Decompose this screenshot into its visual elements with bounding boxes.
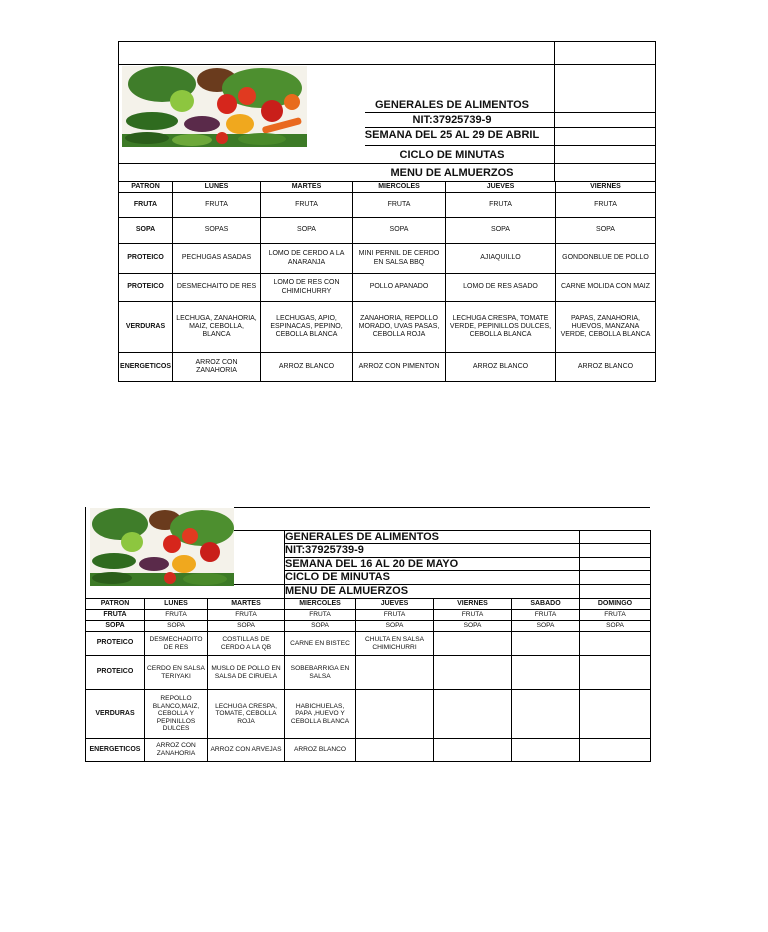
menu2-cell: HABICHUELAS, PAPA ,HUEVO Y CEBOLLA BLANCA	[290, 702, 350, 725]
menu2-cell: LECHUGA CRESPA, TOMATE, CEBOLLA ROJA	[215, 702, 277, 725]
menu2-cell: FRUTA	[534, 611, 557, 619]
menu2-cell	[356, 656, 433, 689]
nit: NIT:37925739-9	[412, 114, 492, 126]
vegetables-basket-image	[122, 66, 307, 147]
company-name: GENERALES DE ALIMENTOS	[374, 99, 530, 111]
menu1-cell: ARROZ BLANCO	[278, 362, 335, 370]
menu1-cell: ARROZ CON PIMENTON	[358, 362, 440, 370]
menu1-row-label: FRUTA	[133, 200, 158, 208]
menu2-cell: ARROZ CON ZANAHORIA	[156, 742, 196, 757]
menu2-cell	[356, 690, 433, 738]
cycle-title-2: CICLO DE MINUTAS	[285, 571, 390, 583]
menu2-cell	[434, 632, 511, 655]
menu1-cell: MINI PERNIL DE CERDO EN SALSA BBQ	[358, 250, 440, 266]
menu2-cell	[356, 739, 433, 761]
menu1-cell: GONDONBLUE DE POLLO	[562, 254, 649, 262]
menu1-header-4: JUEVES	[486, 182, 515, 190]
menu2-header-3: MIERCOLES	[299, 599, 341, 607]
menu2-row-label: FRUTA	[103, 610, 127, 618]
menu2-cell: FRUTA	[235, 611, 257, 619]
menu2-cell	[512, 739, 579, 761]
menu2-cell: SOPA	[463, 622, 482, 630]
company-name-2: GENERALES DE ALIMENTOS	[285, 531, 440, 543]
menu1-cell: ARROZ BLANCO	[472, 362, 529, 370]
menu1-row-label: ENERGETICOS	[120, 362, 171, 370]
menu2-row-label: SOPA	[105, 621, 125, 629]
menu2-cell	[434, 656, 511, 689]
menu2-header-2: MARTES	[231, 599, 261, 607]
menu2-cell: MUSLO DE POLLO EN SALSA DE CIRUELA	[211, 664, 281, 680]
menu1-header-2: MARTES	[291, 182, 322, 190]
menu1-cell: SOPA	[389, 226, 409, 234]
menu1-cell: PAPAS, ZANAHORIA, HUEVOS, MANZANA VERDE, CEBOLLA BLANCA	[560, 314, 651, 339]
menu2-cell: FRUTA	[383, 611, 406, 619]
menu1-header-3: MIERCOLES	[378, 182, 420, 190]
menu1-cell: ZANAHORIA, REPOLLO MORADO, UVAS PASAS, CEBOLLA ROJA	[358, 314, 440, 339]
menu2-cell: FRUTA	[604, 611, 626, 619]
menu2-cell: SOPA	[311, 622, 329, 630]
menu1-cell: SOPAS	[204, 226, 229, 234]
menu1-header-1: LUNES	[204, 182, 229, 190]
menu-title: MENU DE ALMUERZOS	[390, 167, 514, 179]
cycle-title: CICLO DE MINUTAS	[399, 149, 505, 161]
week-range-2: SEMANA DEL 16 AL 20 DE MAYO	[285, 558, 459, 570]
menu1-row-label: SOPA	[135, 226, 156, 234]
menu1-header-5: VIERNES	[590, 182, 621, 190]
menu2-cell	[580, 656, 650, 689]
menu2-cell: FRUTA	[165, 611, 187, 619]
menu2-cell	[434, 690, 511, 738]
menu2-header-5: VIERNES	[457, 599, 488, 607]
menu2-header-4: JUEVES	[380, 599, 409, 607]
menu2-cell: SOPA	[385, 622, 404, 630]
menu1-cell: FRUTA	[295, 200, 318, 208]
menu2-cell: FRUTA	[309, 611, 331, 619]
menu1-cell: AJIAQUILLO	[480, 254, 521, 262]
menu1-cell: FRUTA	[489, 200, 512, 208]
menu2-cell: ARROZ BLANCO	[293, 746, 347, 754]
menu2-row-label: ENERGETICOS	[89, 745, 141, 753]
menu2-header-1: LUNES	[164, 599, 188, 607]
menu1-cell: DESMECHAITO DE RES	[176, 283, 257, 291]
menu1-cell: LECHUGAS, APIO, ESPINACAS, PEPINO, CEBOLLA BLANCA	[270, 314, 343, 339]
menu1-cell: LOMO DE RES ASADO	[463, 283, 538, 291]
menu2-cell: SOBEBARRIGA EN SALSA	[290, 664, 350, 680]
menu1-row-label: VERDURAS	[125, 322, 166, 330]
menu1-cell: CARNE MOLIDA CON MAIZ	[560, 283, 651, 291]
menu2-row-label: PROTEICO	[96, 639, 134, 647]
menu2-cell: REPOLLO BLANCO,MAIZ, CEBOLLA Y PEPINILLOS DULCES	[152, 695, 200, 733]
menu2-cell: SOPA	[606, 622, 624, 630]
menu1-cell: LECHUGA, ZANAHORIA, MAIZ, CEBOLLA, BLANCA	[176, 314, 257, 339]
menu2-row-label: VERDURAS	[95, 709, 135, 717]
menu2-cell	[512, 690, 579, 738]
menu2-cell: SOPA	[167, 622, 185, 630]
vegetables-basket-image-2	[90, 508, 234, 586]
menu1-cell: FRUTA	[205, 200, 228, 208]
menu2-cell	[580, 632, 650, 655]
menu2-cell: COSTILLAS DE CERDO A LA QB	[220, 635, 272, 651]
menu2-cell	[512, 632, 579, 655]
menu1-cell: FRUTA	[594, 200, 617, 208]
menu1-cell: ARROZ BLANCO	[577, 362, 634, 370]
menu1-cell: SOPA	[491, 226, 510, 234]
menu1-cell: LOMO DE RES CON CHIMICHURRY	[273, 279, 340, 295]
menu1-cell: LOMO DE CERDO A LA ANARANJA	[268, 250, 345, 266]
menu2-cell	[580, 739, 650, 761]
menu1-header-0: PATRON	[131, 182, 160, 190]
menu2-cell: CARNE EN BISTEC	[290, 639, 350, 647]
nit-2: NIT:37925739-9	[285, 544, 364, 556]
menu1-row-label: PROTEICO	[127, 283, 164, 291]
menu1-cell: ARROZ CON ZANAHORIA	[195, 358, 238, 374]
menu2-cell	[434, 739, 511, 761]
menu2-cell: DESMECHADITO DE RES	[149, 635, 203, 651]
menu2-header-0: PATRON	[100, 599, 130, 607]
menu2-header-6: SABADO	[530, 599, 561, 607]
menu2-cell: FRUTA	[461, 611, 484, 619]
menu2-cell	[512, 656, 579, 689]
menu1-cell: POLLO APANADO	[369, 283, 429, 291]
menu2-cell: CERDO EN SALSA TERIYAKI	[147, 664, 205, 680]
menu1-cell: PECHUGAS ASADAS	[181, 254, 252, 262]
menu-title-2: MENU DE ALMUERZOS	[285, 585, 409, 597]
menu2-header-7: DOMINGO	[597, 599, 633, 607]
menu2-cell: SOPA	[536, 622, 555, 630]
menu1-cell: SOPA	[297, 226, 316, 234]
menu1-cell: LECHUGA CRESPA, TOMATE VERDE, PEPINILLOS DULCES, CEBOLLA BLANCA	[449, 314, 552, 339]
menu2-cell: SOPA	[237, 622, 255, 630]
week-range: SEMANA DEL 25 AL 29 DE ABRIL	[364, 129, 540, 141]
menu1-cell: FRUTA	[387, 200, 411, 208]
menu1-cell: SOPA	[596, 226, 615, 234]
menu2-cell: ARROZ CON ARVEJAS	[210, 746, 282, 754]
menu2-row-label: PROTEICO	[96, 668, 134, 676]
menu2-cell	[580, 690, 650, 738]
menu1-row-label: PROTEICO	[127, 254, 164, 262]
menu2-cell: CHULTA EN SALSA CHIMICHURRI	[364, 635, 425, 651]
